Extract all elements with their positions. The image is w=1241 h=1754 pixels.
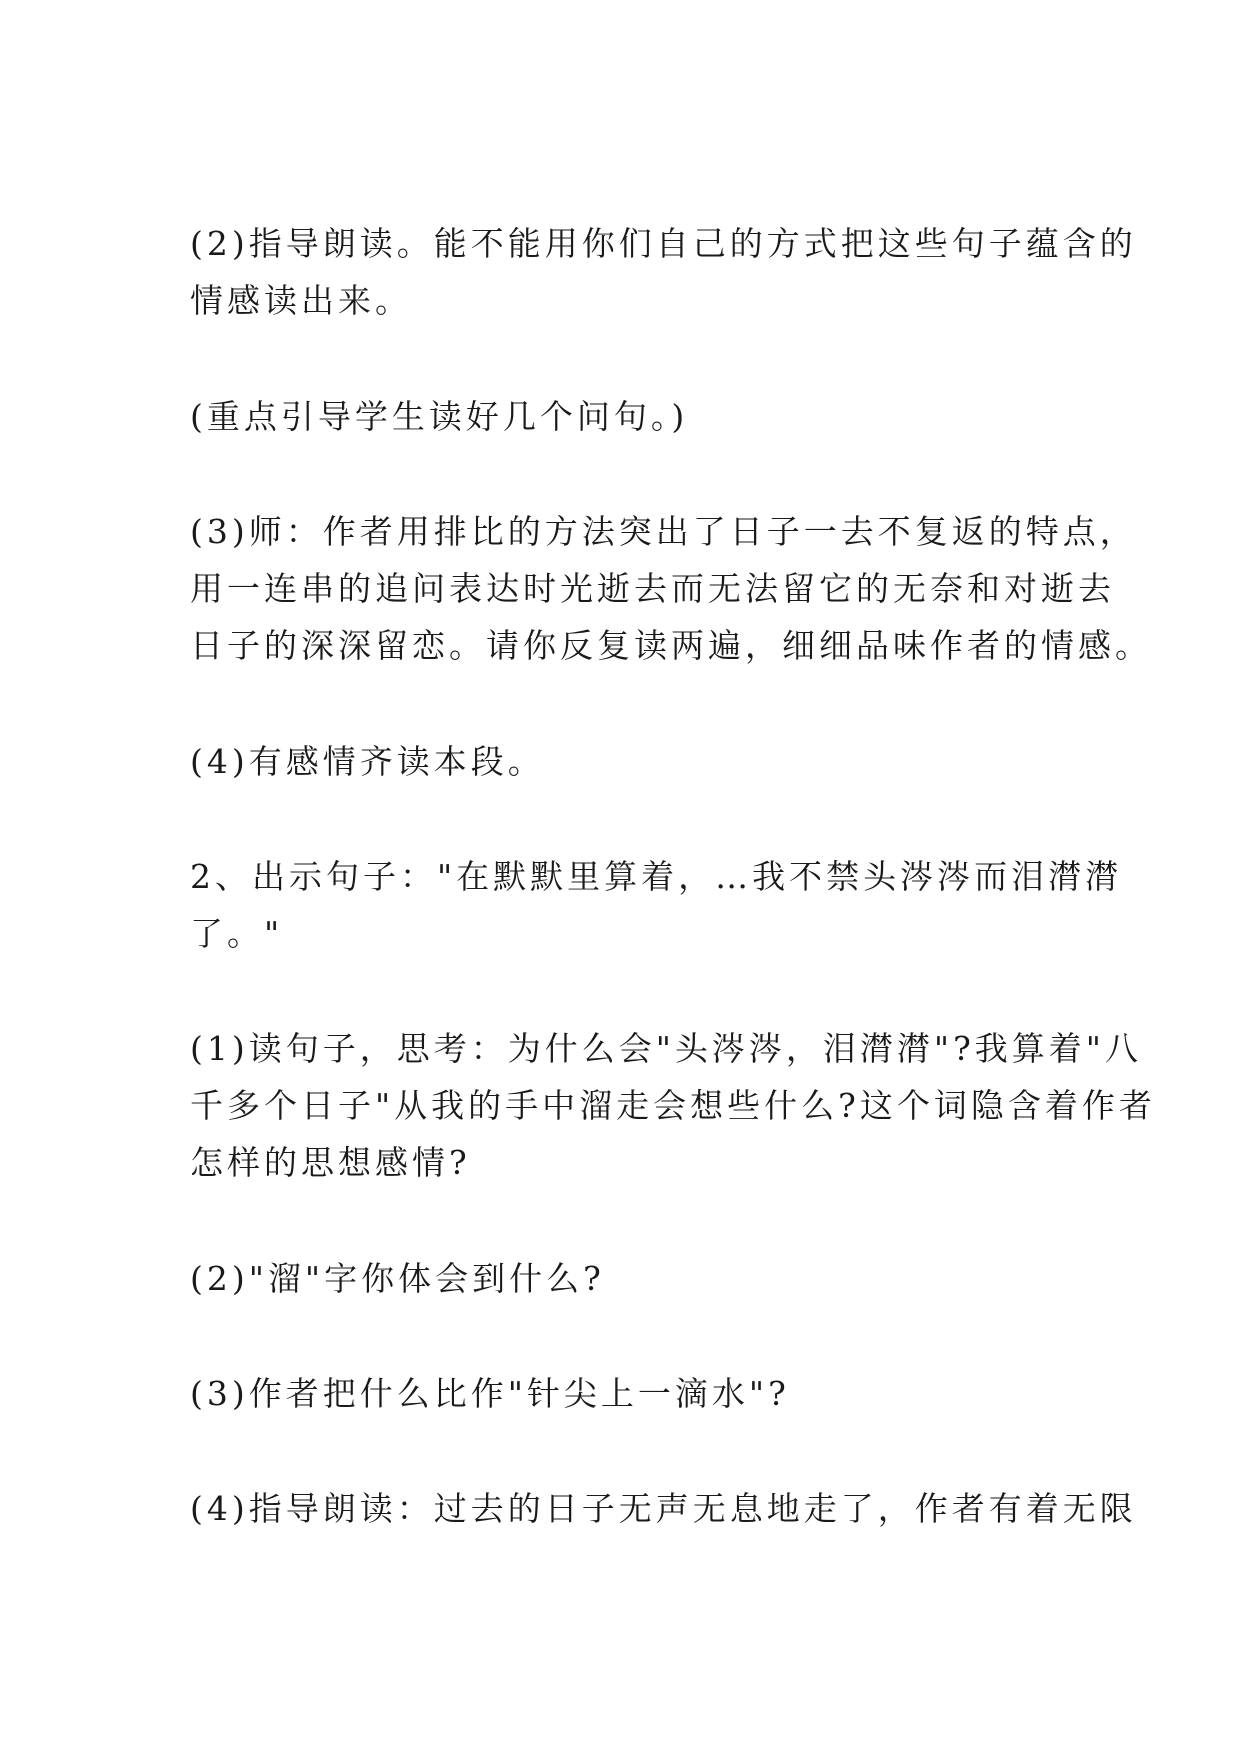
text-line: (3)作者把什么比作"针尖上一滴水"?: [190, 1374, 790, 1413]
text-line: (1)读句子，思考：为什么会"头涔涔，泪潸潸"?我算着"八: [190, 1029, 1142, 1068]
text-line: (重点引导学生读好几个问句。): [190, 397, 689, 436]
text-line: 了。": [190, 914, 284, 953]
text-line: (3)师：作者用排比的方法突出了日子一去不复返的特点，: [190, 512, 1137, 551]
paragraph-think-question: [190, 1020, 1156, 1191]
paragraph-guide-reading: [190, 215, 1137, 329]
text-line: 用一连串的追问表达时光逝去而无法留它的无奈和对逝去: [190, 569, 1115, 608]
paragraph-guide-reading-2: [190, 1480, 1137, 1537]
text-line: (2)指导朗读。能不能用你们自己的方式把这些句子蕴含的: [190, 224, 1137, 263]
paragraph-group-reading: [190, 733, 1070, 790]
text-line: (4)指导朗读：过去的日子无声无息地走了，作者有着无限: [190, 1489, 1137, 1528]
paragraph-focus-note: [190, 388, 1070, 445]
text-line: 怎样的思想感情?: [190, 1143, 471, 1182]
text-line: 2、出示句子："在默默里算着，…我不禁头涔涔而泪潸潸: [190, 857, 1123, 896]
paragraph-word-question: [190, 1250, 1070, 1307]
text-line: 千多个日子"从我的手中溜走会想些什么?这个词隐含着作者: [190, 1086, 1156, 1125]
paragraph-teacher-explanation: [190, 503, 1152, 674]
paragraph-metaphor-question: [190, 1365, 1070, 1422]
text-line: (4)有感情齐读本段。: [190, 742, 545, 781]
text-line: 情感读出来。: [190, 281, 412, 320]
text-line: (2)"溜"字你体会到什么?: [190, 1259, 605, 1298]
paragraph-show-sentence: [190, 848, 1123, 962]
text-line: 日子的深深留恋。请你反复读两遍，细细品味作者的情感。: [190, 626, 1152, 665]
